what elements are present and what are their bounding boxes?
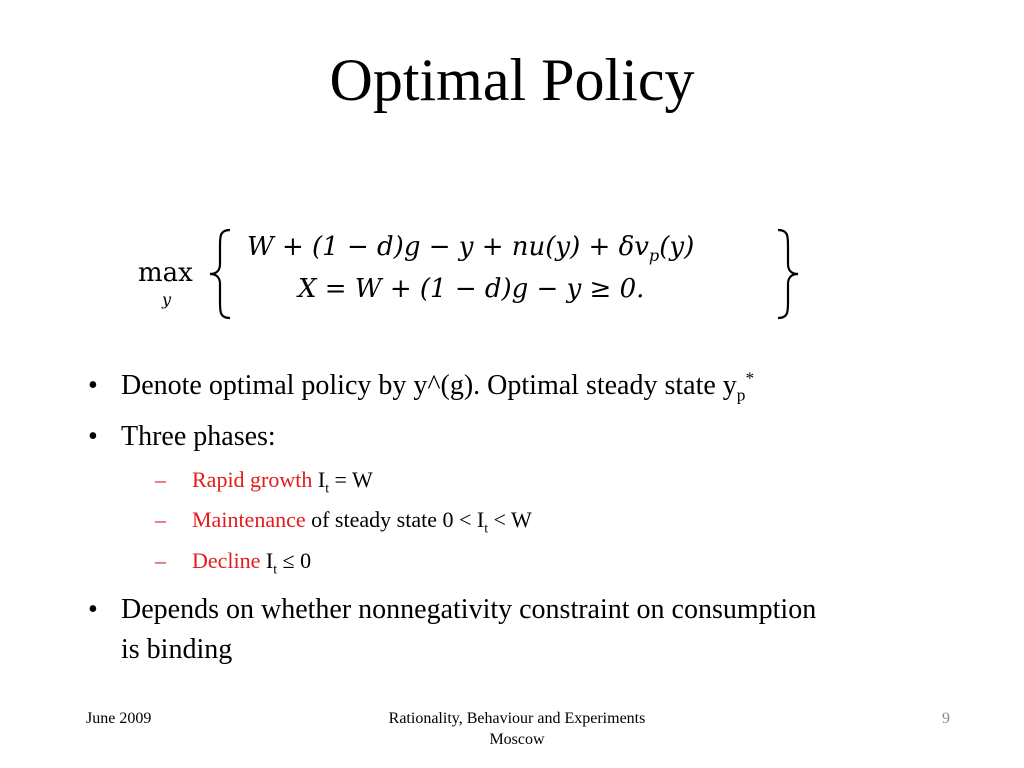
footer-date: June 2009: [86, 710, 152, 727]
right-brace-icon: [774, 228, 800, 320]
formula-line-1: $W + (1 - d)g - y + nu(y) + \delta v_p(y)$: [247, 232, 695, 266]
bullet-text: Three phases:: [121, 421, 276, 452]
page-number: 9: [942, 710, 950, 727]
bullet-icon: •: [88, 370, 98, 401]
bullet-text-line-1: Depends on whether nonnegativity constraint on consumption: [121, 594, 817, 625]
bullet-text: Denote optimal policy by y^(g). Optimal steady state y: [121, 370, 737, 401]
max-subscript: y: [162, 290, 172, 309]
dash-icon: –: [155, 507, 166, 532]
left-brace-icon: [208, 228, 234, 320]
phase-label: Rapid growth: [192, 467, 313, 492]
footer-title: Rationality, Behaviour and Experiments Moscow: [388, 710, 646, 748]
formula-line-2: X = W + (1 − d)g − y ≥ 0.: [298, 274, 645, 304]
phase-label: Maintenance: [192, 507, 306, 532]
dash-icon: –: [155, 467, 166, 492]
optimization-formula: [130, 228, 800, 324]
bullet-text-line-2: is binding: [121, 634, 233, 665]
max-operator: max: [138, 258, 193, 288]
phase-label: Decline: [192, 548, 261, 573]
dash-icon: –: [155, 548, 166, 573]
slide-title: Optimal Policy: [329, 47, 695, 113]
bullet-icon: •: [88, 421, 98, 452]
bullet-icon: •: [88, 594, 98, 625]
